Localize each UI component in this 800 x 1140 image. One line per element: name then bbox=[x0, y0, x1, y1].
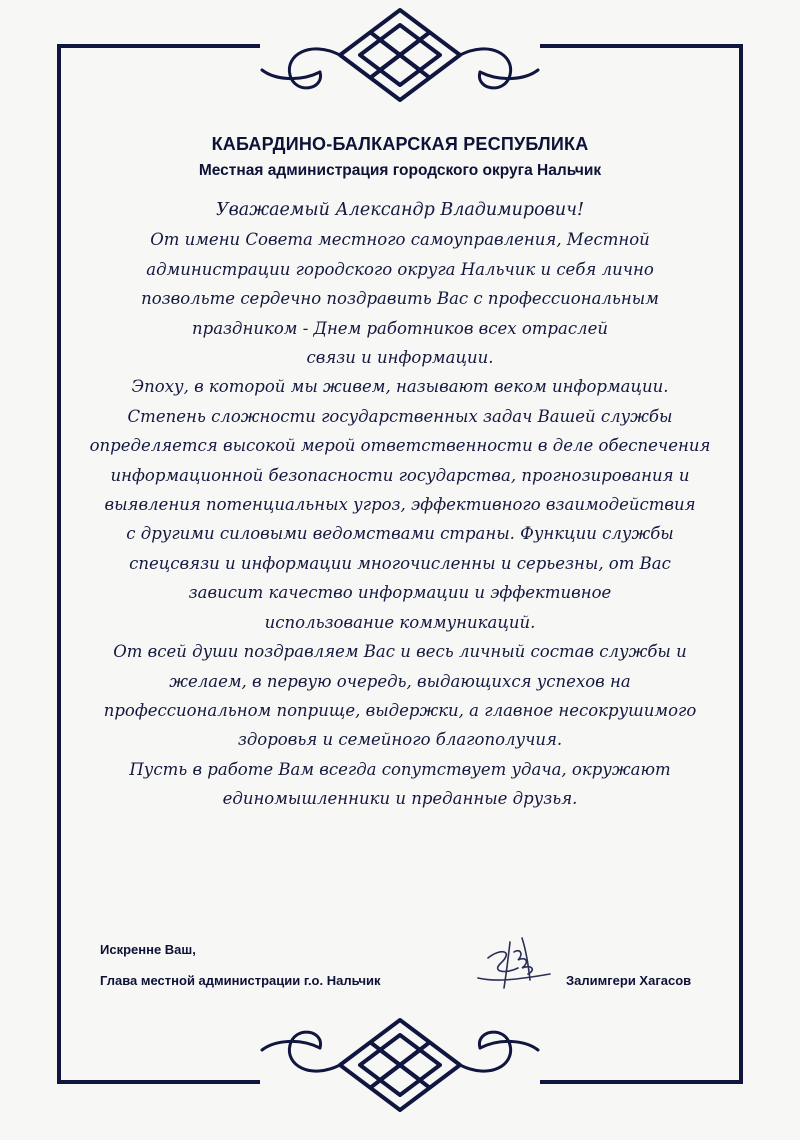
letter-line: профессиональном поприще, выдержки, а главное несокрушимого bbox=[103, 700, 697, 720]
letter-line: информационной безопасности государства, прогнозирования и bbox=[110, 465, 690, 485]
signer-name: Залимгери Хагасов bbox=[566, 973, 692, 988]
letter-line: выявления потенциальных угроз, эффективного взаимодействия bbox=[104, 495, 696, 515]
letter-line: желаем, в первую очередь, выдающихся успехов на bbox=[169, 671, 631, 691]
handwritten-signature-icon bbox=[470, 930, 560, 1000]
letter-line: позвольте сердечно поздравить Вас с профессиональным bbox=[141, 289, 659, 309]
letter-line: От имени Совета местного самоуправления, Местной bbox=[150, 230, 650, 250]
republic-title: КАБАРДИНО-БАЛКАРСКАЯ РЕСПУБЛИКА bbox=[211, 134, 589, 154]
top-ornament-icon bbox=[260, 0, 540, 110]
letter-line: зависит качество информации и эффективное bbox=[188, 583, 612, 603]
administration-title: Местная администрация городского округа Нальчик bbox=[198, 162, 602, 179]
letter-line: Степень сложности государственных задач Вашей службы bbox=[127, 406, 673, 426]
letter-line: администрации городского округа Нальчик и себя лично bbox=[146, 259, 654, 279]
letter-line: Эпоху, в которой мы живем, называют веком информации. bbox=[131, 377, 669, 397]
letter-line: определяется высокой мерой ответственности в деле обеспечения bbox=[89, 436, 711, 456]
letter-line: Пусть в работе Вам всегда сопутствует удача, окружают bbox=[129, 759, 671, 779]
letter-line: здоровья и семейного благополучия. bbox=[237, 730, 563, 750]
letter-line: связи и информации. bbox=[306, 348, 494, 368]
letter-line: От всей души поздравляем Вас и весь личный состав службы и bbox=[113, 642, 687, 662]
bottom-ornament-icon bbox=[260, 1010, 540, 1120]
letter-line: праздником - Днем работников всех отраслей bbox=[192, 318, 608, 338]
letter-line: с другими силовыми ведомствами страны. Функции службы bbox=[126, 524, 674, 544]
greeting-line: Уважаемый Александр Владимирович! bbox=[215, 200, 585, 220]
letter-line: использование коммуникаций. bbox=[264, 612, 536, 632]
closing-text: Искренне Ваш, bbox=[100, 942, 196, 957]
letter-body bbox=[80, 196, 720, 814]
letter-line: единомышленники и преданные друзья. bbox=[222, 789, 578, 809]
signer-position: Глава местной администрации г.о. Нальчик bbox=[100, 973, 381, 988]
letter-line: спецсвязи и информации многочисленны и серьезны, от Вас bbox=[129, 553, 671, 573]
